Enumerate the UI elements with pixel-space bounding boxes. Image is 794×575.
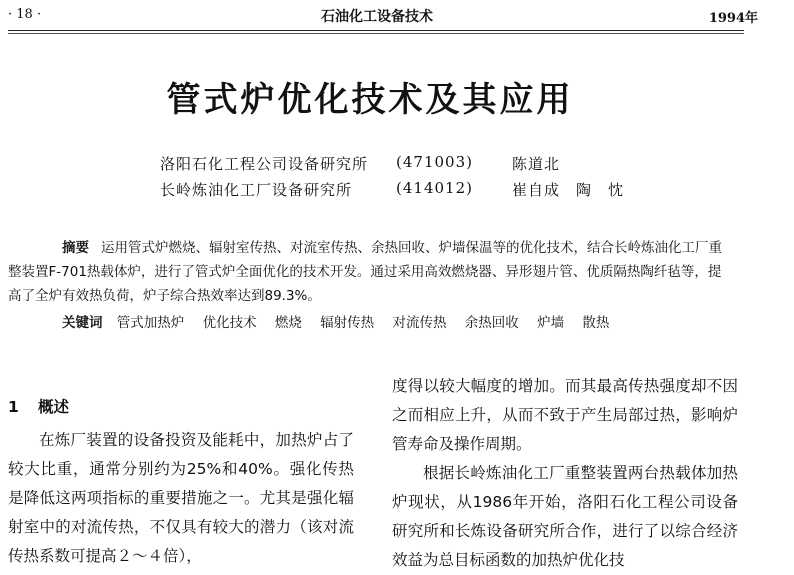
issue-year: 1994年 <box>708 11 758 26</box>
journal-name: 石油化工设备技术 <box>321 9 433 25</box>
abstract-label: 摘要 <box>62 240 89 256</box>
keyword: 辐射传热 <box>320 315 375 331</box>
abstract <box>8 236 734 308</box>
body-column-left <box>8 376 354 571</box>
header-rule-secondary <box>8 33 744 34</box>
page-number: · 18 · <box>8 7 42 22</box>
affiliation-authors-1: 陈道北 <box>512 155 561 173</box>
body-paragraph: 在炼厂装置的设备投资及能耗中，加热炉占了较大比重，通常分别约为25%和40%。强化传热是降低这两项指标的重要措施之一。尤其是强化辐射室中的对流传热，不仅具有较大的潜力（该对流传热系数可提高２～４倍）， <box>8 431 354 565</box>
affiliation-code-1: (471003) <box>396 153 473 171</box>
keyword: 散热 <box>582 315 610 331</box>
section-title: 概述 <box>38 398 70 416</box>
affiliation-code-2: (414012) <box>396 179 473 197</box>
affiliation-org-2: 长岭炼油化工厂设备研究所 <box>160 181 353 199</box>
keyword: 燃烧 <box>274 315 302 331</box>
abstract-text: 运用管式炉燃烧、辐射室传热、对流室传热、余热回收、炉墙保温等的优化技术，结合长岭炼油化工厂重整装置F-701热载体炉，进行了管式炉全面优化的技术开发。通过采用高效燃烧器、异形翅片管、优质隔热陶纤毡等，提高了全炉有效热负荷，炉子综合热效率达到89.3%。 <box>8 240 722 304</box>
affiliation-org-1: 洛阳石化工程公司设备研究所 <box>160 155 369 173</box>
keywords-label: 关键词 <box>62 315 103 331</box>
keyword: 优化技术 <box>202 315 257 331</box>
body-paragraph: 根据长岭炼油化工厂重整装置两台热载体加热炉现状，从1986年开始，洛阳石化工程公司设备研究所和长炼设备研究所合作，进行了以综合经济效益为总目标函数的加热炉优化技 <box>392 464 738 569</box>
affiliation-authors-2: 崔自成 陶 忱 <box>512 181 625 199</box>
header-rule <box>8 30 744 31</box>
keyword: 炉墙 <box>537 315 565 331</box>
body-column-right <box>392 372 738 575</box>
keyword: 余热回收 <box>464 315 519 331</box>
keyword: 管式加热炉 <box>116 315 185 331</box>
keyword: 对流传热 <box>392 315 447 331</box>
paper-title: 管式炉优化技术及其应用 <box>166 80 574 120</box>
body-paragraph: 度得以较大幅度的增加。而其最高传热强度却不因之而相应上升，从而不致于产生局部过热，影响炉管寿命及操作周期。 <box>392 377 738 453</box>
keywords <box>62 311 623 331</box>
running-header <box>8 4 786 26</box>
section-number: 1 <box>8 398 19 416</box>
section-heading <box>8 393 354 422</box>
